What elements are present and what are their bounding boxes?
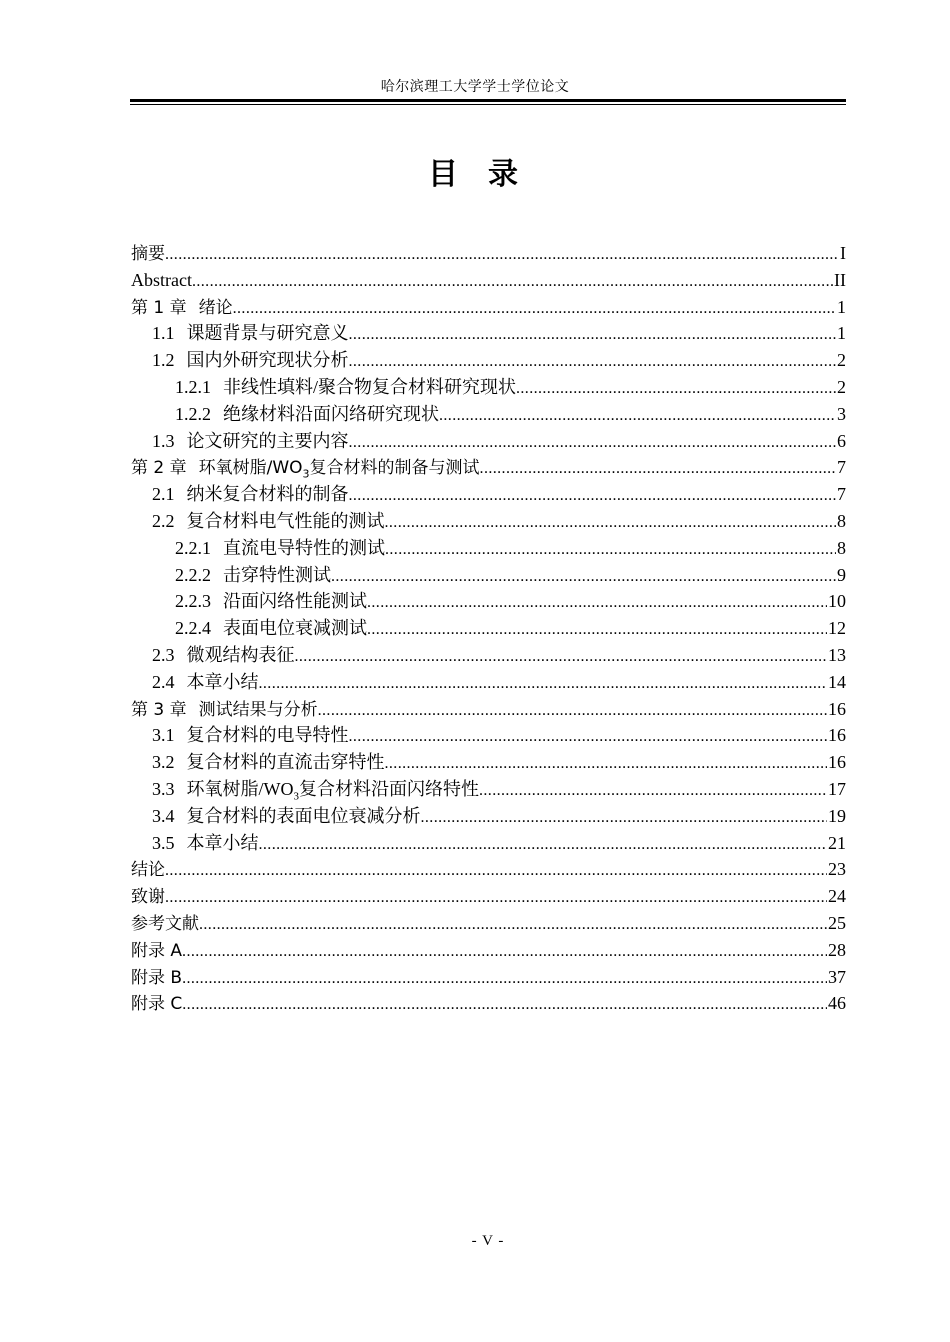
toc-entry-label <box>131 965 182 991</box>
toc-entry-page: I <box>840 243 846 263</box>
toc-entry-text: 环氧树脂/WO <box>186 778 294 799</box>
toc-entry-number: 1.2.1 <box>175 376 211 397</box>
toc-entry-label <box>131 991 182 1017</box>
toc-entry-text: 沿面闪络性能测试 <box>223 591 367 612</box>
toc-leader-dots <box>259 671 828 696</box>
toc-entry[interactable] <box>131 990 846 1017</box>
toc-entry-label <box>175 374 516 401</box>
toc-leader-dots <box>349 430 837 455</box>
toc-entry-label <box>175 562 331 589</box>
toc-entry[interactable] <box>131 669 846 696</box>
toc-entry-page: 16 <box>828 725 846 746</box>
toc-leader-dots <box>349 349 837 374</box>
toc-entry-page: 13 <box>828 644 846 665</box>
toc-entry-number: 2.1 <box>152 484 175 505</box>
toc-entry[interactable] <box>131 562 846 589</box>
toc-entry-text: 摘要 <box>131 244 165 264</box>
toc-entry-page: 1 <box>837 323 846 344</box>
toc-entry-page: 21 <box>828 832 846 853</box>
toc-entry-label <box>175 615 367 642</box>
toc-entry-page: II <box>834 269 846 290</box>
toc-entry-subscript: 3 <box>293 790 299 803</box>
toc-leader-dots <box>295 644 828 669</box>
toc-entry-label <box>175 535 385 562</box>
toc-entry-page: 28 <box>828 939 846 960</box>
toc-entry-number: 3.5 <box>152 832 175 853</box>
toc-entry-text: 微观结构表征 <box>186 644 295 665</box>
toc-leader-dots <box>385 751 828 776</box>
toc-entry-text: 结论 <box>131 860 165 881</box>
toc-leader-dots <box>480 456 836 481</box>
toc-entry-text: 测试结果与分析 <box>198 699 318 720</box>
toc-leader-dots <box>199 912 827 937</box>
toc-entry-page: 7 <box>837 484 846 505</box>
toc-entry-text: 本章小结 <box>186 671 259 692</box>
toc-entry-number: 2.2.2 <box>175 564 211 585</box>
toc-entry-label <box>175 401 439 428</box>
toc-entry-text: 绪论 <box>198 297 233 318</box>
toc-entry[interactable] <box>131 401 846 428</box>
toc-entry[interactable] <box>131 347 846 374</box>
toc-entry-page: 19 <box>828 805 846 826</box>
toc-entry-label <box>152 642 295 669</box>
toc-entry-page: 46 <box>828 993 846 1014</box>
toc-entry-label <box>152 669 259 696</box>
toc-leader-dots <box>479 778 827 803</box>
toc-entry-label <box>152 508 385 535</box>
toc-entry-text: 附录 A <box>131 940 183 961</box>
toc-entry-page: 17 <box>828 778 846 799</box>
toc-entry[interactable] <box>131 428 846 455</box>
toc-entry-label <box>152 347 349 374</box>
toc-entry-text: 绝缘材料沿面闪络研究现状 <box>223 403 439 424</box>
toc-entry[interactable] <box>131 481 846 508</box>
toc-entry-text: 国内外研究现状分析 <box>186 350 349 371</box>
toc-entry[interactable] <box>131 535 846 562</box>
toc-leader-dots <box>349 322 837 347</box>
toc-entry[interactable] <box>131 642 846 669</box>
toc-entry[interactable] <box>131 615 846 642</box>
toc-entry-text: 复合材料电气性能的测试 <box>186 510 385 531</box>
page-number: - V - <box>471 1233 505 1249</box>
toc-entry[interactable] <box>131 240 846 267</box>
toc-entry[interactable] <box>131 776 846 803</box>
toc-entry-text: Abstract <box>131 269 192 290</box>
toc-entry-number: 2.3 <box>152 644 175 665</box>
toc-entry[interactable] <box>131 696 846 723</box>
toc-entry[interactable] <box>131 803 846 830</box>
toc-entry-number: 3.4 <box>152 805 175 826</box>
toc-entry[interactable] <box>131 267 846 294</box>
toc-entry-label <box>152 481 349 508</box>
toc-entry-page: 25 <box>828 912 846 933</box>
toc-entry-page: 8 <box>837 537 846 558</box>
toc-leader-dots <box>192 269 833 294</box>
toc-entry[interactable] <box>131 910 846 937</box>
toc-entry-number: 1.1 <box>152 323 175 344</box>
toc-entry[interactable] <box>131 374 846 401</box>
toc-entry-page: 6 <box>837 430 846 451</box>
toc-leader-dots <box>318 698 827 723</box>
toc-leader-dots <box>349 724 828 749</box>
table-of-contents <box>131 240 846 1017</box>
toc-leader-dots <box>367 590 827 615</box>
toc-entry-text-continued: 复合材料的制备与测试 <box>309 458 480 479</box>
toc-entry-page: 8 <box>837 510 846 531</box>
toc-entry-page: 16 <box>828 698 846 719</box>
toc-entry[interactable] <box>131 830 846 857</box>
toc-entry-text: 非线性填料/聚合物复合材料研究现状 <box>223 376 516 397</box>
toc-entry-label <box>131 857 165 883</box>
toc-entry-number: 2.2.1 <box>175 537 211 558</box>
running-header: 哈尔滨理工大学学士学位论文 <box>380 80 570 95</box>
toc-entry-label <box>175 588 367 615</box>
toc-entry-number: 第 2 章 <box>131 458 187 479</box>
toc-entry-number: 2.4 <box>152 671 175 692</box>
toc-entry[interactable] <box>131 883 846 910</box>
toc-entry-number: 2.2.4 <box>175 618 211 639</box>
toc-entry-subscript: 3 <box>302 467 310 481</box>
toc-entry-page: 10 <box>828 591 846 612</box>
toc-entry-page: 12 <box>828 618 846 639</box>
toc-entry-number: 2.2 <box>152 510 175 531</box>
toc-entry-label <box>152 830 259 857</box>
toc-leader-dots <box>182 966 827 991</box>
toc-leader-dots <box>421 805 828 830</box>
toc-leader-dots <box>233 296 836 321</box>
toc-entry-number: 3.2 <box>152 752 175 773</box>
toc-entry[interactable] <box>131 937 846 964</box>
toc-entry-text-continued: 复合材料沿面闪络特性 <box>299 778 479 799</box>
toc-entry-page: 24 <box>828 886 846 907</box>
toc-leader-dots <box>165 858 827 883</box>
toc-entry[interactable] <box>131 320 846 347</box>
toc-leader-dots <box>385 537 836 562</box>
toc-entry-text: 复合材料的电导特性 <box>186 725 349 746</box>
toc-entry-page: 14 <box>828 671 846 692</box>
toc-entry-label <box>152 749 385 776</box>
toc-entry-label <box>131 267 192 294</box>
toc-leader-dots <box>165 242 839 267</box>
toc-entry-label <box>152 803 421 830</box>
toc-entry[interactable] <box>131 294 846 321</box>
toc-entry-label <box>131 938 182 964</box>
toc-entry-label <box>131 884 165 910</box>
toc-entry-text: 论文研究的主要内容 <box>186 430 349 451</box>
toc-entry[interactable] <box>131 454 846 481</box>
toc-entry-text: 附录 C <box>131 994 183 1015</box>
toc-leader-dots <box>367 617 827 642</box>
toc-entry-number: 1.3 <box>152 430 175 451</box>
toc-entry-text: 本章小结 <box>186 832 259 853</box>
toc-title: 目录 <box>428 157 548 192</box>
toc-entry[interactable] <box>131 722 846 749</box>
toc-entry-page: 1 <box>837 296 846 317</box>
toc-entry[interactable] <box>131 508 846 535</box>
toc-entry-label <box>131 295 233 321</box>
toc-entry-number: 第 3 章 <box>131 699 187 720</box>
toc-entry-text: 致谢 <box>131 887 165 908</box>
toc-entry-text: 参考文献 <box>131 913 199 934</box>
toc-entry-page: 2 <box>837 350 846 371</box>
toc-entry[interactable] <box>131 856 846 883</box>
toc-entry-number: 3.1 <box>152 725 175 746</box>
toc-entry-label <box>131 911 199 937</box>
toc-leader-dots <box>182 992 827 1017</box>
toc-entry-label <box>152 722 349 749</box>
toc-leader-dots <box>165 885 827 910</box>
toc-entry-text: 表面电位衰减测试 <box>223 618 367 639</box>
toc-entry-number: 1.2.2 <box>175 403 211 424</box>
toc-entry-label <box>131 241 165 267</box>
toc-leader-dots <box>349 483 837 508</box>
toc-entry-number: 1.2 <box>152 350 175 371</box>
header-rule-thick <box>130 99 846 102</box>
toc-leader-dots <box>516 376 836 401</box>
toc-entry-label <box>131 697 318 723</box>
toc-entry-text: 复合材料的直流击穿特性 <box>186 752 385 773</box>
toc-entry-text: 环氧树脂/WO <box>198 458 303 479</box>
toc-entry-label <box>152 776 479 803</box>
toc-leader-dots <box>259 832 828 857</box>
toc-entry-text: 复合材料的表面电位衰减分析 <box>186 805 421 826</box>
toc-entry-page: 16 <box>828 752 846 773</box>
toc-entry-label <box>131 455 480 481</box>
header-rule-thin <box>130 104 846 105</box>
toc-entry-page: 3 <box>837 403 846 424</box>
toc-entry-label <box>152 428 349 455</box>
toc-entry[interactable] <box>131 964 846 991</box>
toc-entry[interactable] <box>131 749 846 776</box>
toc-entry-page: 9 <box>837 564 846 585</box>
toc-entry-number: 2.2.3 <box>175 591 211 612</box>
toc-entry[interactable] <box>131 588 846 615</box>
toc-entry-text: 直流电导特性的测试 <box>223 537 385 558</box>
toc-entry-number: 第 1 章 <box>131 297 187 318</box>
toc-entry-text: 附录 B <box>131 967 183 988</box>
toc-entry-text: 击穿特性测试 <box>223 564 331 585</box>
toc-entry-page: 37 <box>828 966 846 987</box>
toc-entry-page: 7 <box>837 457 846 478</box>
toc-entry-page: 2 <box>837 376 846 397</box>
toc-leader-dots <box>385 510 837 535</box>
toc-leader-dots <box>439 403 836 428</box>
toc-entry-number: 3.3 <box>152 778 175 799</box>
toc-entry-label <box>152 320 349 347</box>
toc-leader-dots <box>182 939 827 964</box>
toc-entry-text: 课题背景与研究意义 <box>186 323 349 344</box>
toc-leader-dots <box>331 564 836 589</box>
toc-entry-text: 纳米复合材料的制备 <box>186 484 349 505</box>
toc-entry-page: 23 <box>828 859 846 880</box>
